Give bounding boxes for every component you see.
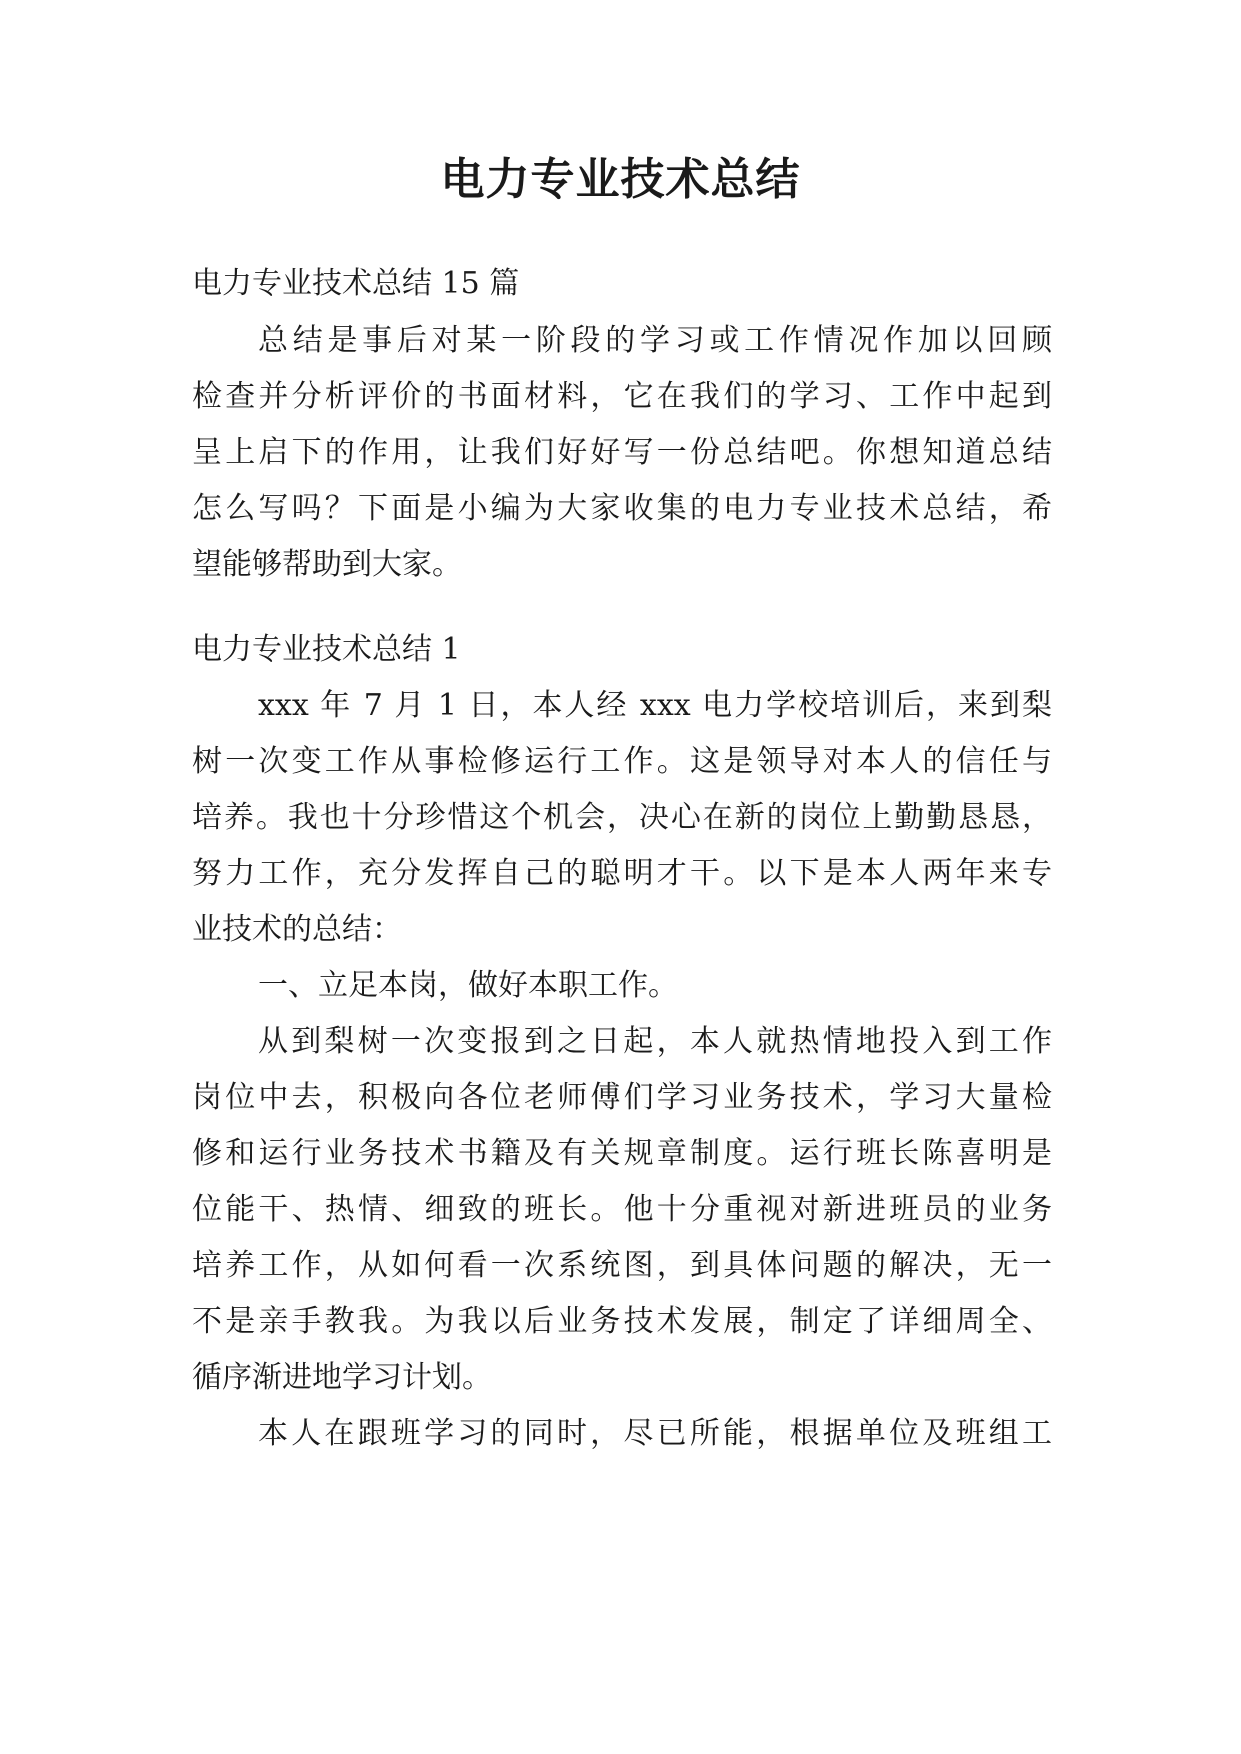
paragraph-line: 业技术的总结： — [192, 912, 402, 947]
paragraph-line: 岗位中去，积极向各位老师傅们学习业务技术，学习大量检 — [192, 1080, 1052, 1115]
paragraph-line: 树一次变工作从事检修运行工作。这是领导对本人的信任与 — [192, 744, 1052, 779]
paragraph-line: 本人在跟班学习的同时，尽已所能，根据单位及班组工 — [258, 1416, 1052, 1451]
section-heading: 电力专业技术总结 1 — [192, 632, 461, 667]
paragraph-line: 从到梨树一次变报到之日起，本人就热情地投入到工作 — [258, 1024, 1052, 1059]
paragraph-line: 检查并分析评价的书面材料，它在我们的学习、工作中起到 — [192, 379, 1052, 414]
paragraph-line: 不是亲手教我。为我以后业务技术发展，制定了详细周全、 — [192, 1304, 1052, 1339]
paragraph-line: 怎么写吗？下面是小编为大家收集的电力专业技术总结，希 — [192, 491, 1052, 526]
paragraph-line: 望能够帮助到大家。 — [192, 547, 462, 582]
subheading-line: 一、立足本岗，做好本职工作。 — [258, 968, 678, 1003]
paragraph-line: 位能干、热情、细致的班长。他十分重视对新进班员的业务 — [192, 1192, 1052, 1227]
paragraph-line: 循序渐进地学习计划。 — [192, 1360, 492, 1395]
paragraph-line: 培养。我也十分珍惜这个机会，决心在新的岗位上勤勤恳恳， — [192, 800, 1052, 835]
paragraph-line: 呈上启下的作用，让我们好好写一份总结吧。你想知道总结 — [192, 435, 1052, 470]
paragraph-line: 努力工作，充分发挥自己的聪明才干。以下是本人两年来专 — [192, 856, 1052, 891]
subtitle-line: 电力专业技术总结 15 篇 — [192, 266, 520, 301]
paragraph-line: 修和运行业务技术书籍及有关规章制度。运行班长陈喜明是 — [192, 1136, 1052, 1171]
document-title: 电力专业技术总结 — [440, 154, 801, 205]
paragraph-line: 总结是事后对某一阶段的学习或工作情况作加以回顾 — [258, 323, 1052, 358]
paragraph-line: xxx 年 7 月 1 日，本人经 xxx 电力学校培训后，来到梨 — [258, 688, 1052, 723]
paragraph-line: 培养工作，从如何看一次系统图，到具体问题的解决，无一 — [192, 1248, 1052, 1283]
